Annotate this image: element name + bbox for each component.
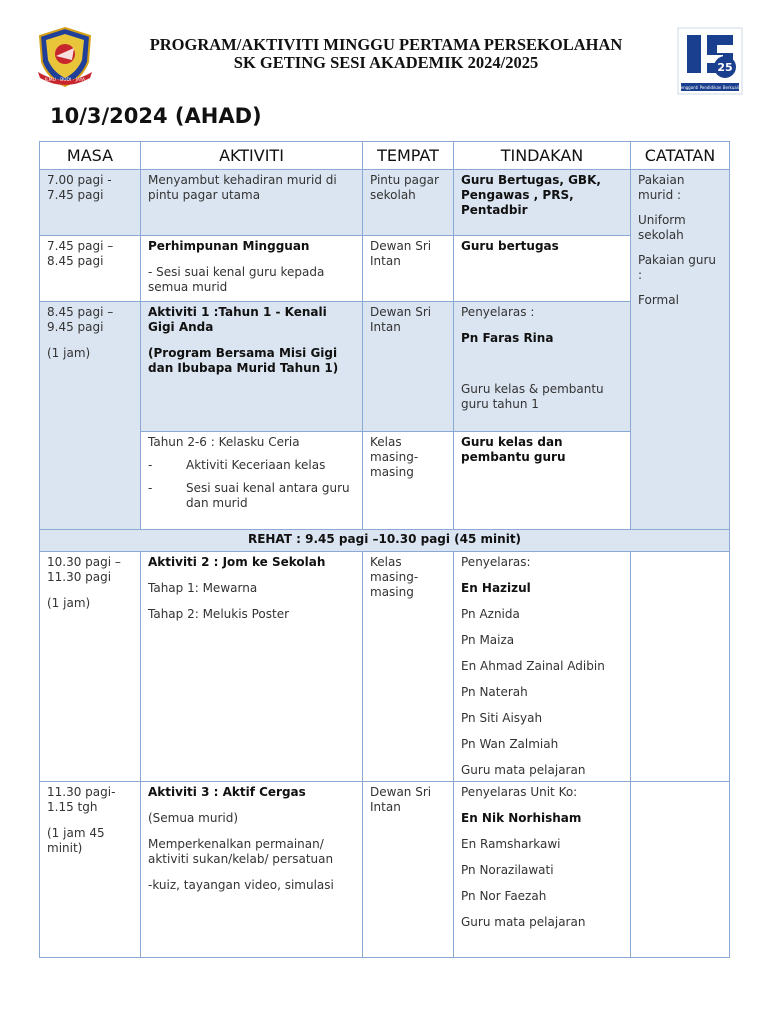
date-heading: 10/3/2024 (AHAD) <box>50 104 262 128</box>
duration-text: (1 jam 45 minit) <box>47 826 105 855</box>
aktiviti-title: Tahun 2-6 : Kelasku Ceria <box>148 435 300 449</box>
logo-number: 25 <box>717 61 733 74</box>
aktiviti-line: -kuiz, tayangan video, simulasi <box>148 878 334 892</box>
masa-cell <box>40 782 141 958</box>
bullet-text: Sesi suai kenal antara guru dan murid <box>186 481 350 510</box>
aktiviti-cell <box>141 782 363 958</box>
title-line-2: SK GETING SESI AKADEMIK 2024/2025 <box>233 53 539 72</box>
tindakan-name: Pn Faras Rina <box>461 331 554 345</box>
list-item: Pn Maiza <box>461 633 515 647</box>
list-item: - Aktiviti Keceriaan kelas <box>148 458 326 472</box>
tindakan-extra: Guru kelas & pembantu guru tahun 1 <box>461 382 604 411</box>
school-crest-logo <box>34 26 96 90</box>
tempat-cell: Pintu pagar sekolah <box>363 170 454 236</box>
catatan-cell <box>631 782 730 958</box>
rehat-row <box>40 530 730 552</box>
duration-text: (1 jam) <box>47 596 91 610</box>
tempat-cell: Dewan Sri Intan <box>363 302 454 432</box>
aktiviti-detail: (Program Bersama Misi Gigi dan Ibubapa Murid Tahun 1) <box>148 346 339 375</box>
table-row <box>40 236 730 302</box>
tindakan-label: Penyelaras : <box>461 305 535 319</box>
masa-cell <box>40 552 141 782</box>
table-row <box>40 782 730 958</box>
masa-text: 10.30 pagi – 11.30 pagi <box>47 555 121 584</box>
list-item: Pn Aznida <box>461 607 520 621</box>
tindakan-cell <box>454 552 631 782</box>
catatan-line: Formal <box>638 293 679 307</box>
list-item: Pn Norazilawati <box>461 863 554 877</box>
catatan-line: Uniform sekolah <box>638 213 686 242</box>
tempat-cell: Dewan Sri Intan <box>363 782 454 958</box>
header-catatan: CATATAN <box>631 142 730 170</box>
tindakan-name: En Hazizul <box>461 581 531 595</box>
catatan-line: Pakaian guru : <box>638 253 717 282</box>
list-item: Pn Nor Faezah <box>461 889 547 903</box>
header-aktiviti: AKTIVITI <box>141 142 363 170</box>
rehat-text: REHAT : 9.45 pagi –10.30 pagi (45 minit) <box>40 530 730 552</box>
masa-text: 8.45 pagi – 9.45 pagi <box>47 305 114 334</box>
masa-cell: 7.00 pagi - 7.45 pagi <box>40 170 141 236</box>
header-masa: MASA <box>40 142 141 170</box>
catatan-cell <box>631 170 730 530</box>
tindakan-cell <box>454 782 631 958</box>
aktiviti-detail: - Sesi suai kenal guru kepada semua murid <box>148 265 325 294</box>
list-item: En Ramsharkawi <box>461 837 561 851</box>
aktiviti-title: Perhimpunan Mingguan <box>148 239 310 253</box>
masa-cell: 7.45 pagi – 8.45 pagi <box>40 236 141 302</box>
table-row <box>40 302 730 432</box>
tindakan-cell <box>454 236 631 302</box>
title-line-1: PROGRAM/AKTIVITI MINGGU PERTAMA PERSEKOLAHAN <box>149 35 623 54</box>
tindakan-cell <box>454 170 631 236</box>
tindakan-cell <box>454 302 631 432</box>
tindakan-label: Penyelaras: <box>461 555 531 569</box>
list-item: Pn Wan Zalmiah <box>461 737 559 751</box>
crest-motto: ILMU · BUDI · JAYA <box>44 78 86 83</box>
tempat-cell: Kelas masing-masing <box>363 432 454 530</box>
header-tempat: TEMPAT <box>363 142 454 170</box>
anniversary-logo <box>677 27 743 95</box>
catatan-cell <box>631 552 730 782</box>
tempat-cell: Kelas masing-masing <box>363 552 454 782</box>
aktiviti-line: Tahap 2: Melukis Poster <box>148 607 290 621</box>
aktiviti-title: Aktiviti 2 : Jom ke Sekolah <box>148 555 326 569</box>
aktiviti-cell <box>141 432 363 530</box>
aktiviti-cell <box>141 552 363 782</box>
schedule-table <box>39 141 730 958</box>
tindakan-text: Guru bertugas <box>461 239 559 253</box>
tindakan-text: Guru Bertugas, GBK, Pengawas , PRS, Pentadbir <box>461 173 601 217</box>
tindakan-label: Penyelaras Unit Ko: <box>461 785 578 799</box>
aktiviti-title: Aktiviti 1 :Tahun 1 - Kenali Gigi Anda <box>148 305 327 334</box>
aktiviti-title: Aktiviti 3 : Aktif Cergas <box>148 785 306 799</box>
duration-text: (1 jam) <box>47 346 91 360</box>
aktiviti-line: Memperkenalkan permainan/ aktiviti sukan/kelab/ persatuan <box>148 837 334 866</box>
list-item: Guru mata pelajaran <box>461 915 586 929</box>
catatan-line: Pakaian murid : <box>638 173 685 202</box>
header-tindakan: TINDAKAN <box>454 142 631 170</box>
list-item: Guru mata pelajaran <box>461 763 586 777</box>
masa-cell <box>40 302 141 530</box>
table-header-row <box>40 142 730 170</box>
list-item: - Sesi suai kenal antara guru dan murid <box>148 481 355 511</box>
page-title <box>96 36 676 72</box>
tindakan-text: Guru kelas dan pembantu guru <box>461 435 566 464</box>
logo-caption: Pengganti Pendidikan Berkualiti <box>678 85 742 90</box>
aktiviti-line: Tahap 1: Mewarna <box>148 581 258 595</box>
tindakan-cell <box>454 432 631 530</box>
bullet-text: Aktiviti Keceriaan kelas <box>186 458 326 472</box>
list-item: Pn Siti Aisyah <box>461 711 543 725</box>
aktiviti-line: (Semua murid) <box>148 811 239 825</box>
table-row <box>40 170 730 236</box>
masa-text: 11.30 pagi- 1.15 tgh <box>47 785 116 814</box>
tempat-cell: Dewan Sri Intan <box>363 236 454 302</box>
aktiviti-cell: Menyambut kehadiran murid di pintu pagar utama <box>141 170 363 236</box>
list-item: En Ahmad Zainal Adibin <box>461 659 605 673</box>
table-row <box>40 432 730 530</box>
aktiviti-cell <box>141 236 363 302</box>
aktiviti-cell <box>141 302 363 432</box>
tindakan-name: En Nik Norhisham <box>461 811 582 825</box>
table-row <box>40 552 730 782</box>
list-item: Pn Naterah <box>461 685 528 699</box>
